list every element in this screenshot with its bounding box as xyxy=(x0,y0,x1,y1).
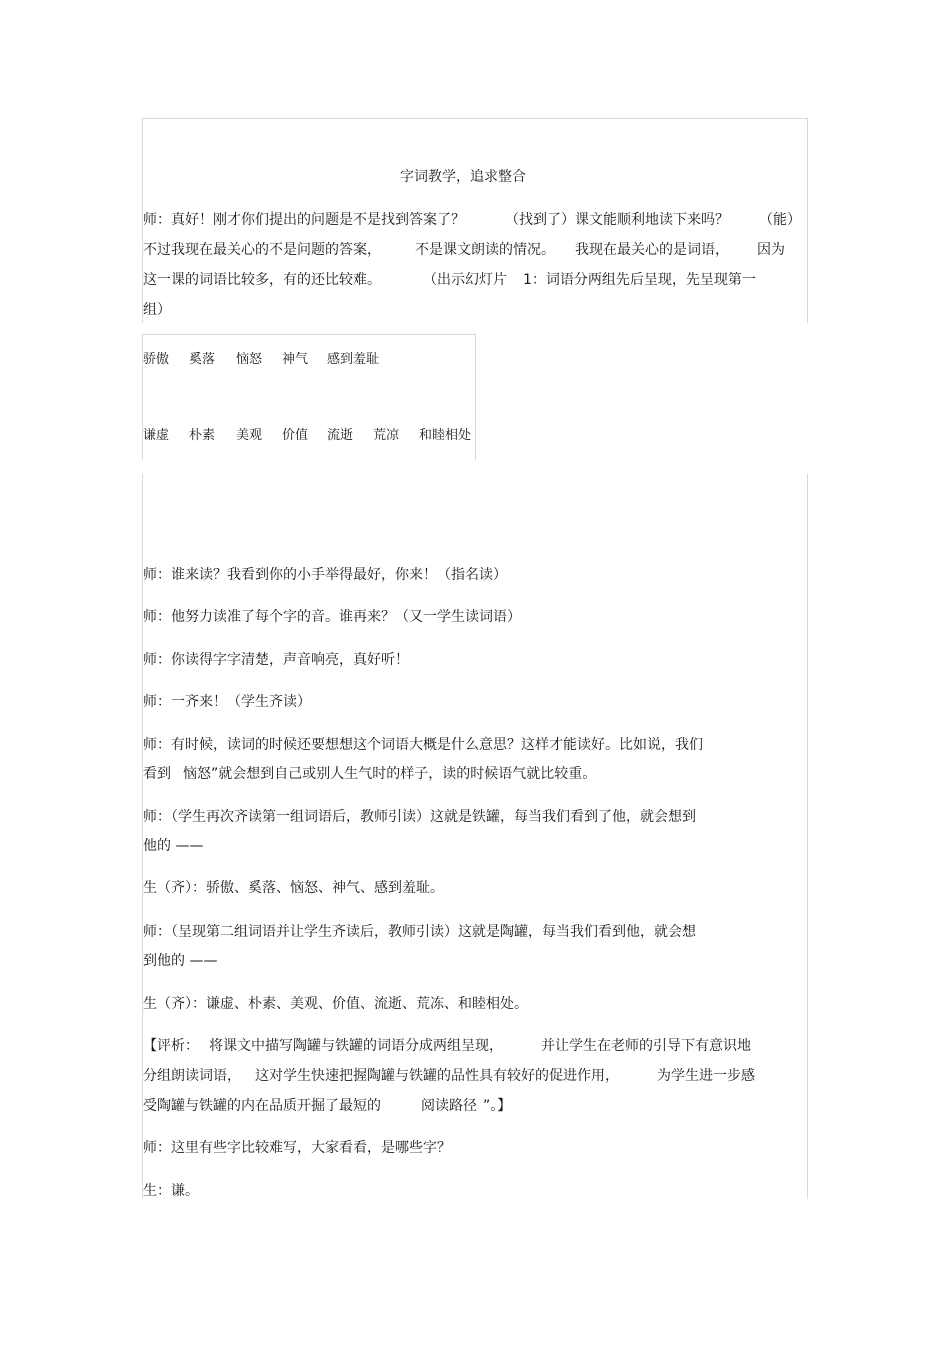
slide-right-rule xyxy=(475,334,476,460)
intro-text: （出示幻灯片 xyxy=(423,272,507,288)
slide-word: 神气 xyxy=(282,352,309,367)
dialogue-line: 师：一齐来！（学生齐读） xyxy=(143,694,311,710)
intro-text: （找到了）课文能顺利地读下来吗？ xyxy=(505,212,729,228)
intro-line-4 xyxy=(143,300,171,320)
commentary-text: ”。】 xyxy=(483,1098,512,1114)
dialogue-line: 他的 —— xyxy=(143,838,204,854)
frame-right-rule-lower xyxy=(807,474,808,1199)
slide-word: 感到羞耻 xyxy=(327,352,380,367)
intro-text: （能） xyxy=(759,212,801,228)
dialogue-line: 生（齐）：谦虚、朴素、美观、价值、流逝、荒冻、和睦相处。 xyxy=(143,996,528,1012)
slide-top-rule xyxy=(142,334,476,335)
dialogue-line: 到他的 —— xyxy=(143,953,218,969)
slide-word: 荒凉 xyxy=(373,428,400,443)
intro-line-2 xyxy=(143,240,785,260)
commentary-text: 【评析： xyxy=(143,1038,199,1054)
commentary-line-3 xyxy=(143,1096,511,1116)
commentary-text: 并让学生在老师的引导下有意识地 xyxy=(541,1038,751,1054)
intro-text: 组） xyxy=(143,302,171,318)
intro-text: 1：词语分两组先后呈现，先呈现第一 xyxy=(523,272,756,288)
dialogue-line: 生：谦。 xyxy=(143,1183,199,1199)
commentary-text: 分组朗读词语， xyxy=(143,1068,241,1084)
intro-line-3 xyxy=(143,270,756,290)
slide-word: 骄傲 xyxy=(143,352,170,367)
frame-right-rule-upper xyxy=(807,118,808,323)
dialogue-line: 师：（学生再次齐读第一组词语后，教师引读）这就是铁罐，每当我们看到了他，就会想到 xyxy=(143,809,696,825)
slide-word: 美观 xyxy=(236,428,263,443)
dialogue-line: 师：有时候，读词的时候还要想想这个词语大概是什么意思？这样才能读好。比如说，我们 xyxy=(143,737,703,753)
dialogue-text: 看到 xyxy=(143,766,171,782)
dialogue-line: 师：（呈现第二组词语并让学生齐读后，教师引读）这就是陶罐，每当我们看到他，就会想 xyxy=(143,924,696,940)
slide-word: 奚落 xyxy=(189,352,216,367)
commentary-line-2 xyxy=(143,1066,755,1086)
intro-text: 因为 xyxy=(757,242,785,258)
intro-text: 我现在最关心的是词语， xyxy=(575,242,729,258)
commentary-text: 为学生进一步感 xyxy=(657,1068,755,1084)
slide-word: 和睦相处 xyxy=(419,428,472,443)
intro-text: 师：真好！刚才你们提出的问题是不是找到答案了？ xyxy=(143,212,465,228)
intro-text: 不过我现在最关心的不是问题的答案， xyxy=(143,242,381,258)
slide-word: 恼怒 xyxy=(236,352,263,367)
dialogue-line: 师：谁来读？我看到你的小手举得最好，你来！（指名读） xyxy=(143,567,507,583)
intro-text: 不是课文朗读的情况。 xyxy=(415,242,555,258)
commentary-text: 将课文中描写陶罐与铁罐的词语分成两组呈现， xyxy=(209,1038,503,1054)
dialogue-line: 师：这里有些字比较难写，大家看看，是哪些字？ xyxy=(143,1140,451,1156)
intro-text: 这一课的词语比较多，有的还比较难。 xyxy=(143,272,381,288)
dialogue-line: 生（齐）：骄傲、奚落、恼怒、神气、感到羞耻。 xyxy=(143,880,444,896)
slide-word: 谦虚 xyxy=(143,428,170,443)
commentary-text: 阅读路径 xyxy=(421,1098,477,1114)
dialogue-line xyxy=(143,764,596,784)
slide-word: 朴素 xyxy=(189,428,216,443)
dialogue-text: 恼怒”就会想到自己或别人生气时的样子，读的时候语气就比较重。 xyxy=(183,766,597,782)
frame-top-rule xyxy=(142,118,808,119)
commentary-line-1 xyxy=(143,1036,751,1056)
dialogue-line: 师：他努力读准了每个字的音。谁再来？（又一学生读词语） xyxy=(143,609,521,625)
slide-word: 流逝 xyxy=(327,428,354,443)
slide-word: 价值 xyxy=(282,428,309,443)
commentary-text: 受陶罐与铁罐的内在品质开掘了最短的 xyxy=(143,1098,381,1114)
page-title: 字词教学，追求整合 xyxy=(400,169,526,185)
dialogue-line: 师：你读得字字清楚，声音响亮，真好听！ xyxy=(143,652,409,668)
intro-line-1 xyxy=(143,210,801,230)
commentary-text: 这对学生快速把握陶罐与铁罐的品性具有较好的促进作用， xyxy=(255,1068,619,1084)
